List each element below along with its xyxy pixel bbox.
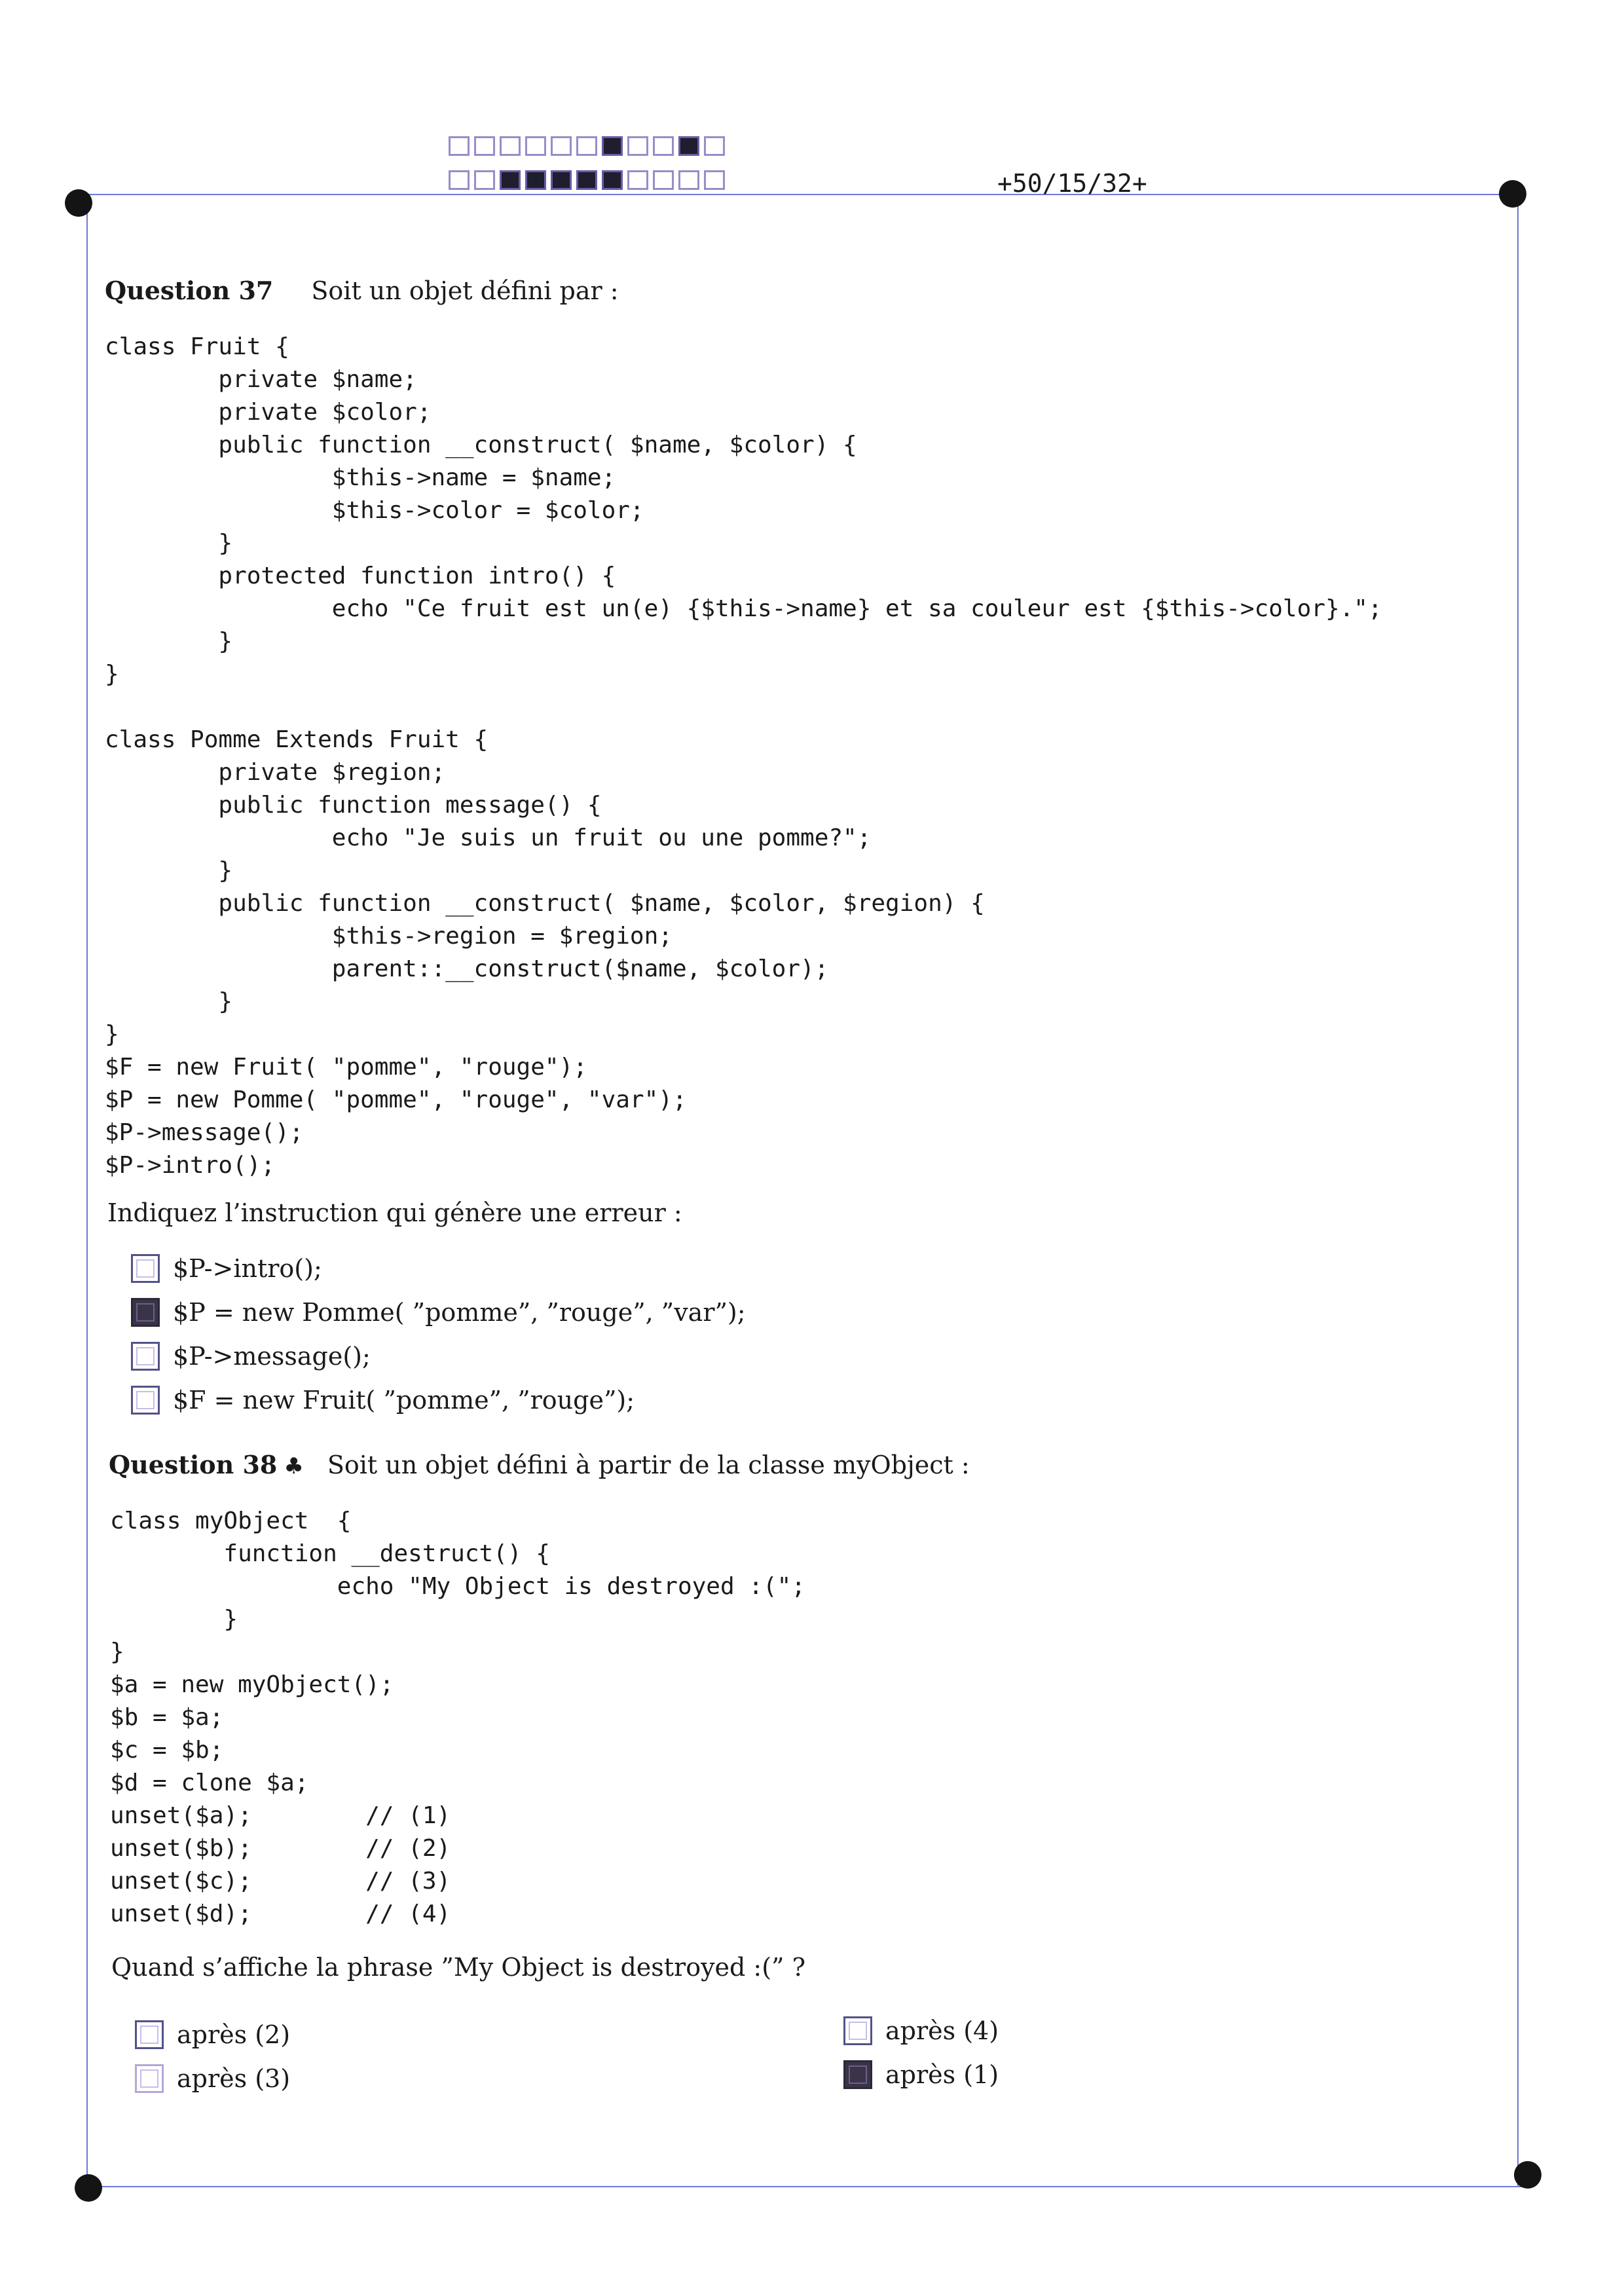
registration-mark-bottom-right [1514,2161,1541,2189]
code-cell-empty [627,136,648,156]
code-cell-empty [704,136,725,156]
answer-checkbox-checked[interactable] [131,1298,160,1327]
question-37-answer-4[interactable] [131,1386,635,1415]
answer-label: après (1) [885,2060,999,2089]
question-38-answer-2[interactable] [135,2064,290,2093]
code-cell-filled [500,170,521,190]
code-cell-empty [474,170,495,190]
club-icon: ♣ [284,1453,304,1479]
frame-right-line [1517,195,1519,2186]
page-id: +50/15/32+ [997,169,1147,198]
question-37-answer-3[interactable] [131,1342,371,1371]
code-cell-empty [653,170,674,190]
answer-label: $P = new Pomme( ”pomme”, ”rouge”, ”var”); [173,1298,746,1327]
registration-mark-top-left [65,189,92,217]
registration-mark-bottom-left [75,2174,102,2202]
question-38-answer-3[interactable] [843,2016,999,2045]
code-cell-empty [678,170,699,190]
code-cell-empty [704,170,725,190]
registration-mark-top-right [1499,180,1526,208]
code-cell-filled [678,136,699,156]
code-cell-empty [627,170,648,190]
code-cell-empty [653,136,674,156]
question-38-answer-1[interactable] [135,2020,290,2049]
answer-label: après (2) [177,2020,291,2049]
question-38-heading [109,1450,970,1479]
frame-left-line [86,195,88,2189]
answer-label: $P->intro(); [173,1254,322,1283]
frame-top-line [79,194,1515,195]
question-38-prompt: Quand s’affiche la phrase ”My Object is destroyed :(” ? [111,1953,805,1982]
answer-label: $P->message(); [173,1342,371,1371]
answer-checkbox[interactable] [131,1342,160,1371]
code-cell-filled [576,170,597,190]
question-37-intro: Soit un objet défini par : [311,276,619,305]
code-cell-filled [551,170,572,190]
answer-label: $F = new Fruit( ”pomme”, ”rouge”); [173,1386,635,1415]
code-cell-filled [525,170,546,190]
question-37-heading [105,276,619,305]
frame-bottom-line [88,2186,1522,2187]
code-cell-empty [449,170,470,190]
code-cell-empty [551,136,572,156]
code-cell-empty [576,136,597,156]
question-37-answer-2[interactable] [131,1298,746,1327]
code-cell-empty [500,136,521,156]
question-38-answer-4[interactable] [843,2060,999,2089]
answer-checkbox[interactable] [131,1386,160,1415]
answer-checkbox[interactable] [135,2064,164,2093]
answer-checkbox-checked[interactable] [843,2060,872,2089]
question-37-code: class Fruit { private $name; private $color; public function __construct( $name, $color) { $this->name = $name; $this->color = $color; } protected function intro() { echo "Ce fruit est un(e) {$this->name} et sa couleur est {$this->color}."; } } class Pomme Extends Fruit { private $region; public function message() { echo "Je suis un fruit ou une pomme?"; } public function __construct( $name, $color, $region) { $this->region = $region; parent::__construct($name, $color); } } $F = new Fruit( "pomme", "rouge"); $P = new Pomme( "pomme", "rouge", "var"); $P->message(); $P->intro(); [105,333,1382,1179]
answer-label: après (4) [885,2016,999,2045]
code-cell-filled [602,170,623,190]
question-37-prompt: Indiquez l’instruction qui génère une erreur : [107,1198,682,1227]
question-37-answer-1[interactable] [131,1254,322,1283]
question-38-intro: Soit un objet défini à partir de la classe myObject : [327,1451,970,1479]
code-cell-empty [474,136,495,156]
code-cell-empty [449,136,470,156]
question-38-code: class myObject { function __destruct() { echo "My Object is destroyed :("; } } $a = new myObject(); $b = $a; $c = $b; $d = clone $a; unset($a); // (1) unset($b); // (2) unset($c); // (3) unset($d); // (4) [110,1508,806,1927]
code-cell-empty [525,136,546,156]
question-38-number: Question 38 [109,1450,278,1479]
code-cell-filled [602,136,623,156]
question-37-number: Question 37 [105,276,274,305]
answer-checkbox[interactable] [843,2016,872,2045]
answer-checkbox[interactable] [131,1254,160,1283]
answer-label: après (3) [177,2064,291,2093]
binary-id-row-1 [449,136,729,156]
binary-id-row-2 [449,170,729,190]
answer-checkbox[interactable] [135,2020,164,2049]
